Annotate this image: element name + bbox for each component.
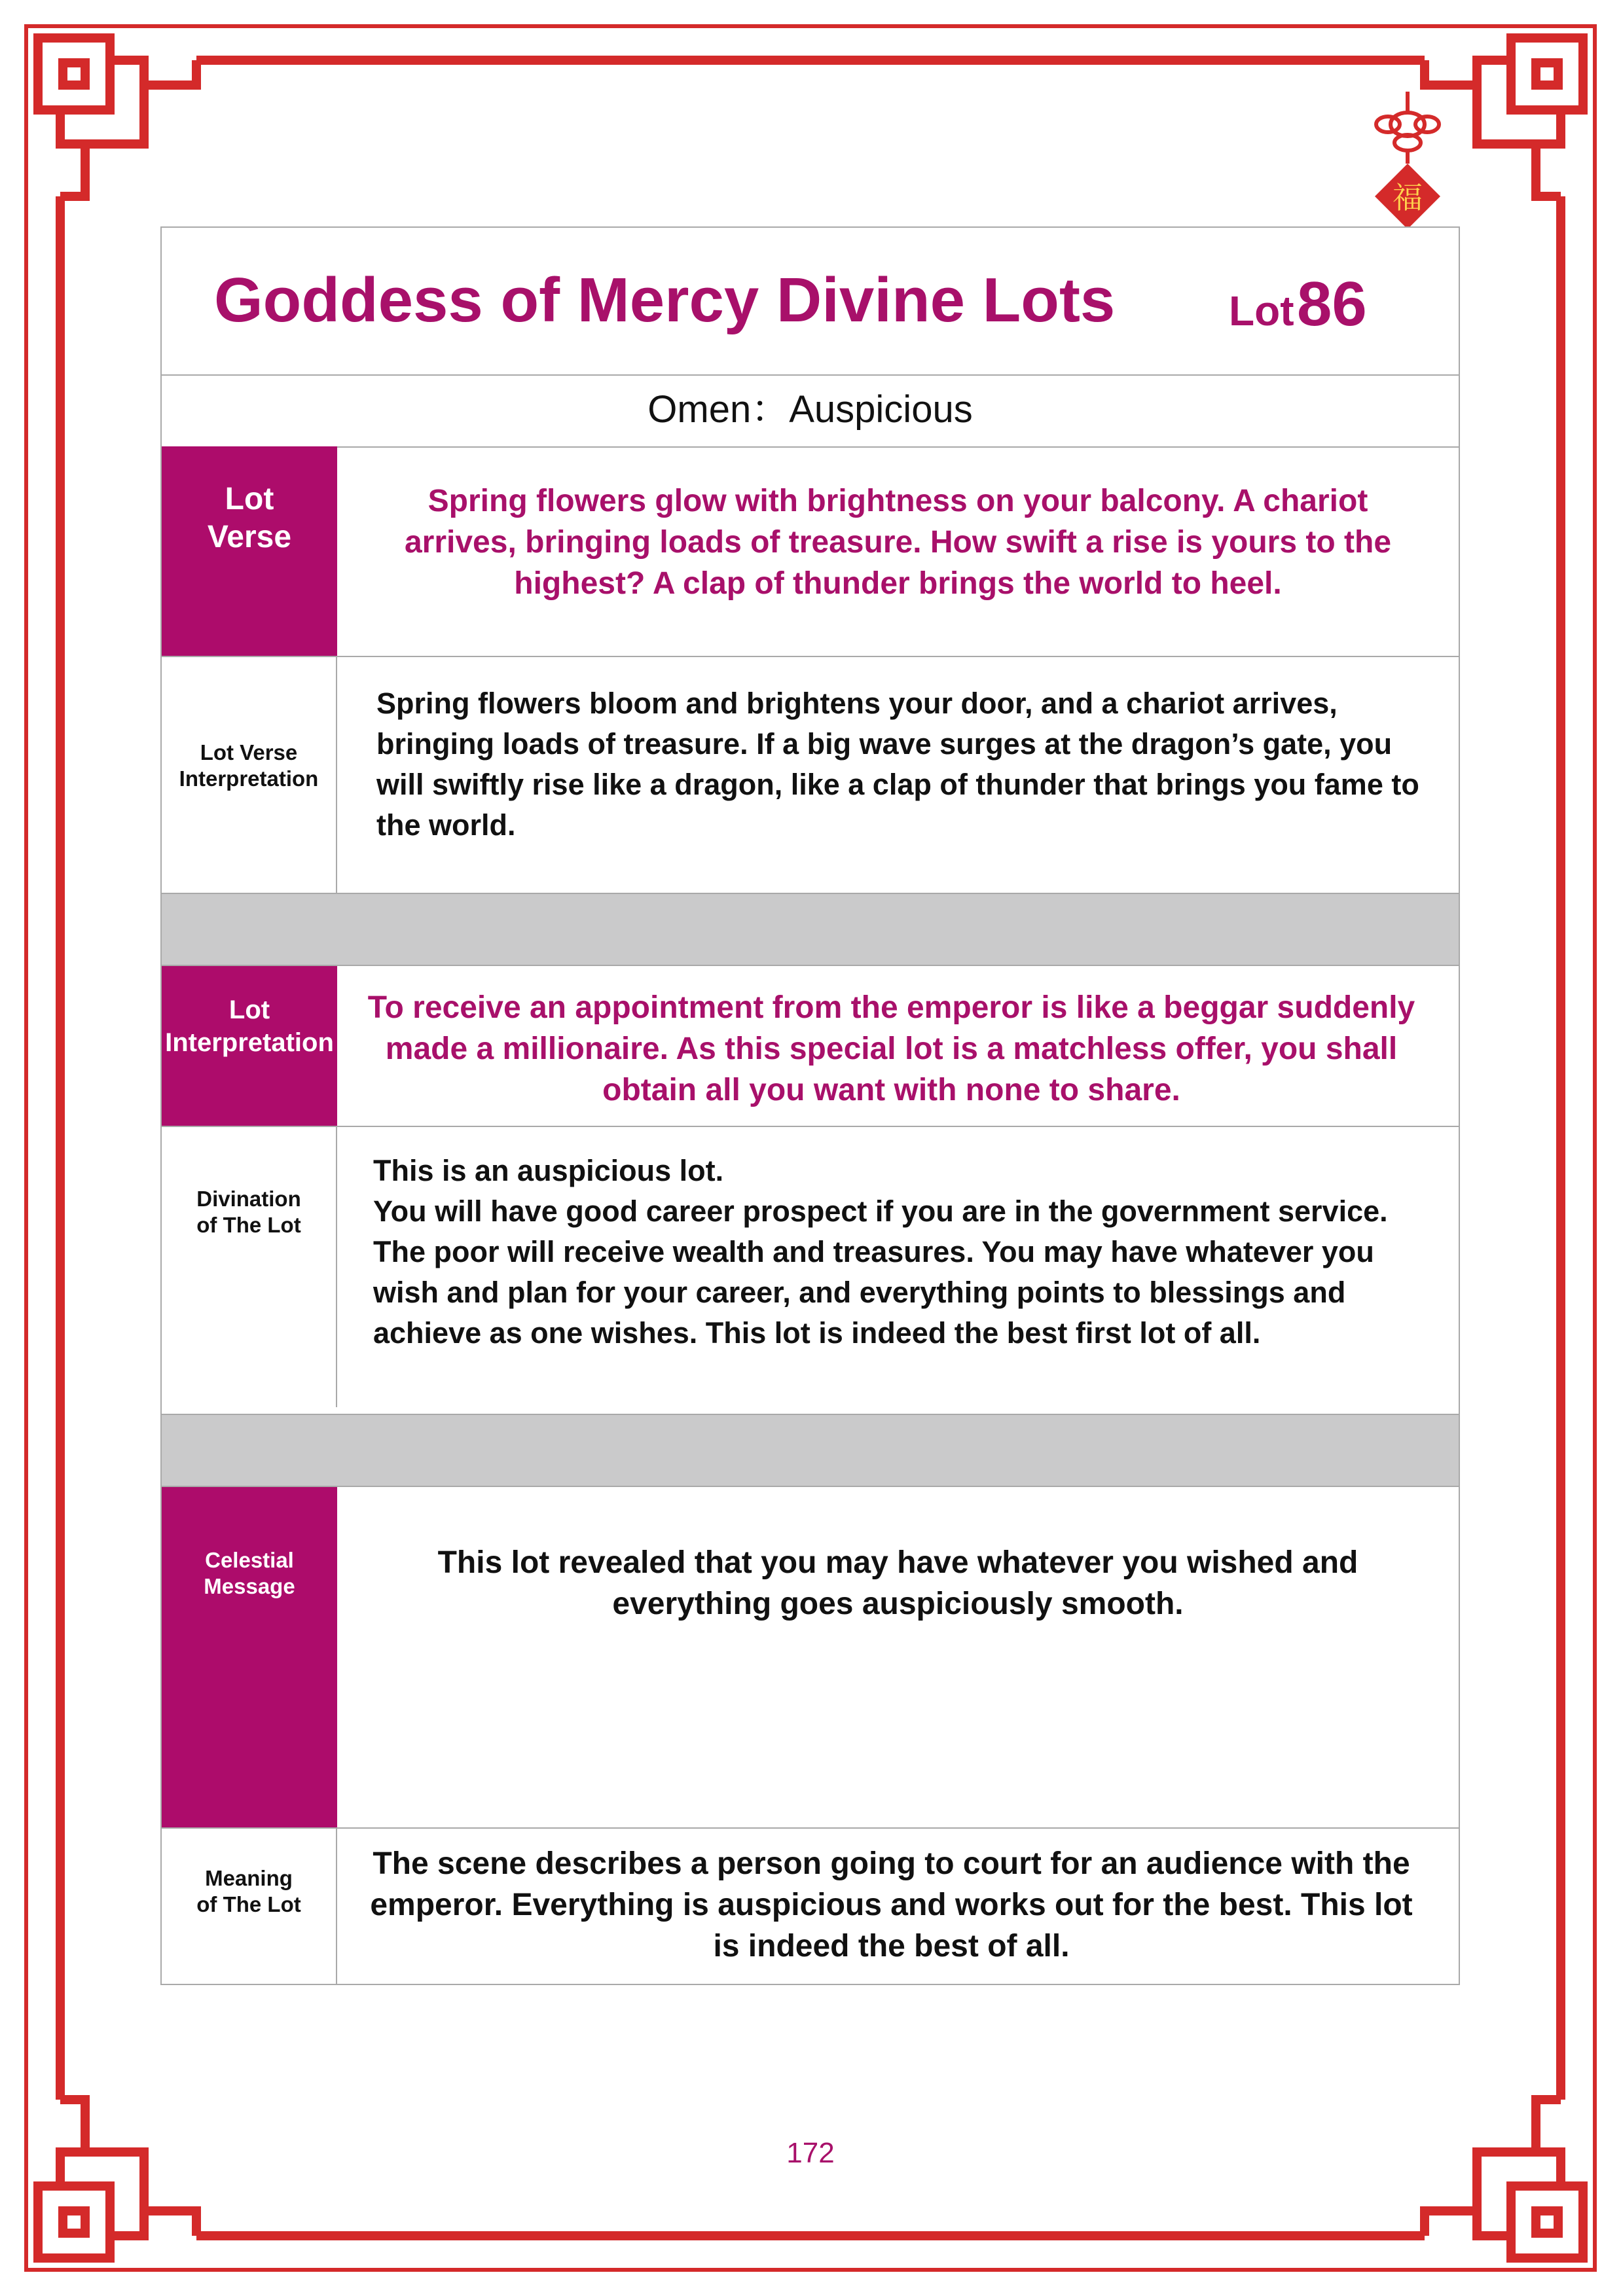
omen-line: Omen：Auspicious <box>162 374 1459 448</box>
lot-number-value: 86 <box>1296 269 1367 339</box>
meaning-label: Meaning of The Lot <box>162 1829 337 1984</box>
lot-verse-text: Spring flowers glow with brightness on your balcony. A chariot arrives, bringing loads of treasure. How swift a rise is yours to the highest? A clap of thunder brings the world to heel. <box>404 484 1392 601</box>
celestial-message-text: This lot revealed that you may have whatever you wished and everything goes auspiciously smooth. <box>437 1545 1358 1621</box>
divination-row <box>162 1127 1459 1407</box>
lot-verse-label: Lot Verse <box>162 446 337 656</box>
card-header <box>162 228 1459 376</box>
celestial-message-label: Celestial Message <box>162 1487 337 1827</box>
lot-verse-interpretation-label: Lot Verse Interpretation <box>162 657 337 893</box>
divination-label: Divination of The Lot <box>162 1127 337 1407</box>
lot-interpretation-text: To receive an appointment from the emperor is like a beggar suddenly made a millionaire. As this special lot is a matchless offer, you shall obtain all you want with none to share. <box>367 990 1415 1107</box>
celestial-message-row <box>162 1487 1459 1827</box>
divination-text: This is an auspicious lot. You will have good career prospect if you are in the government service. The poor will receive wealth and treasures. You may have whatever you wish and plan for your career, and everything points to blessings and achieve as one wishes. This lot is indeed the best first lot of all. <box>373 1154 1388 1350</box>
lot-interpretation-content <box>337 966 1459 1126</box>
lot-card <box>160 226 1460 1985</box>
lot-verse-interpretation-text: Spring flowers bloom and brightens your door, and a chariot arrives, bringing loads of treasure. If a big wave surges at the dragon’s gate, you will swiftly rise like a dragon, like a clap of thunder that brings you fame to the world. <box>376 687 1419 842</box>
lot-word: Lot <box>1229 287 1294 334</box>
fu-character: 福 <box>1393 180 1423 215</box>
page-number: 172 <box>786 2137 835 2169</box>
lot-interpretation-row <box>162 966 1459 1126</box>
separator-band <box>162 1414 1459 1487</box>
lot-verse-row <box>162 446 1459 656</box>
lot-verse-interpretation-row <box>162 657 1459 893</box>
lot-verse-interpretation-content <box>337 657 1459 893</box>
divination-content <box>337 1127 1459 1407</box>
lot-verse-content <box>337 446 1459 656</box>
celestial-message-content <box>337 1487 1459 1827</box>
lot-interpretation-label: Lot Interpretation <box>162 966 337 1126</box>
lot-number <box>1229 268 1367 340</box>
separator-band <box>162 893 1459 966</box>
meaning-row <box>162 1829 1459 1984</box>
meaning-text: The scene describes a person going to court for an audience with the emperor. Everything is auspicious and works out for the best. This lot is indeed the best of all. <box>370 1846 1413 1964</box>
meaning-content <box>337 1829 1459 1984</box>
page-title: Goddess of Mercy Divine Lots <box>214 265 1116 335</box>
